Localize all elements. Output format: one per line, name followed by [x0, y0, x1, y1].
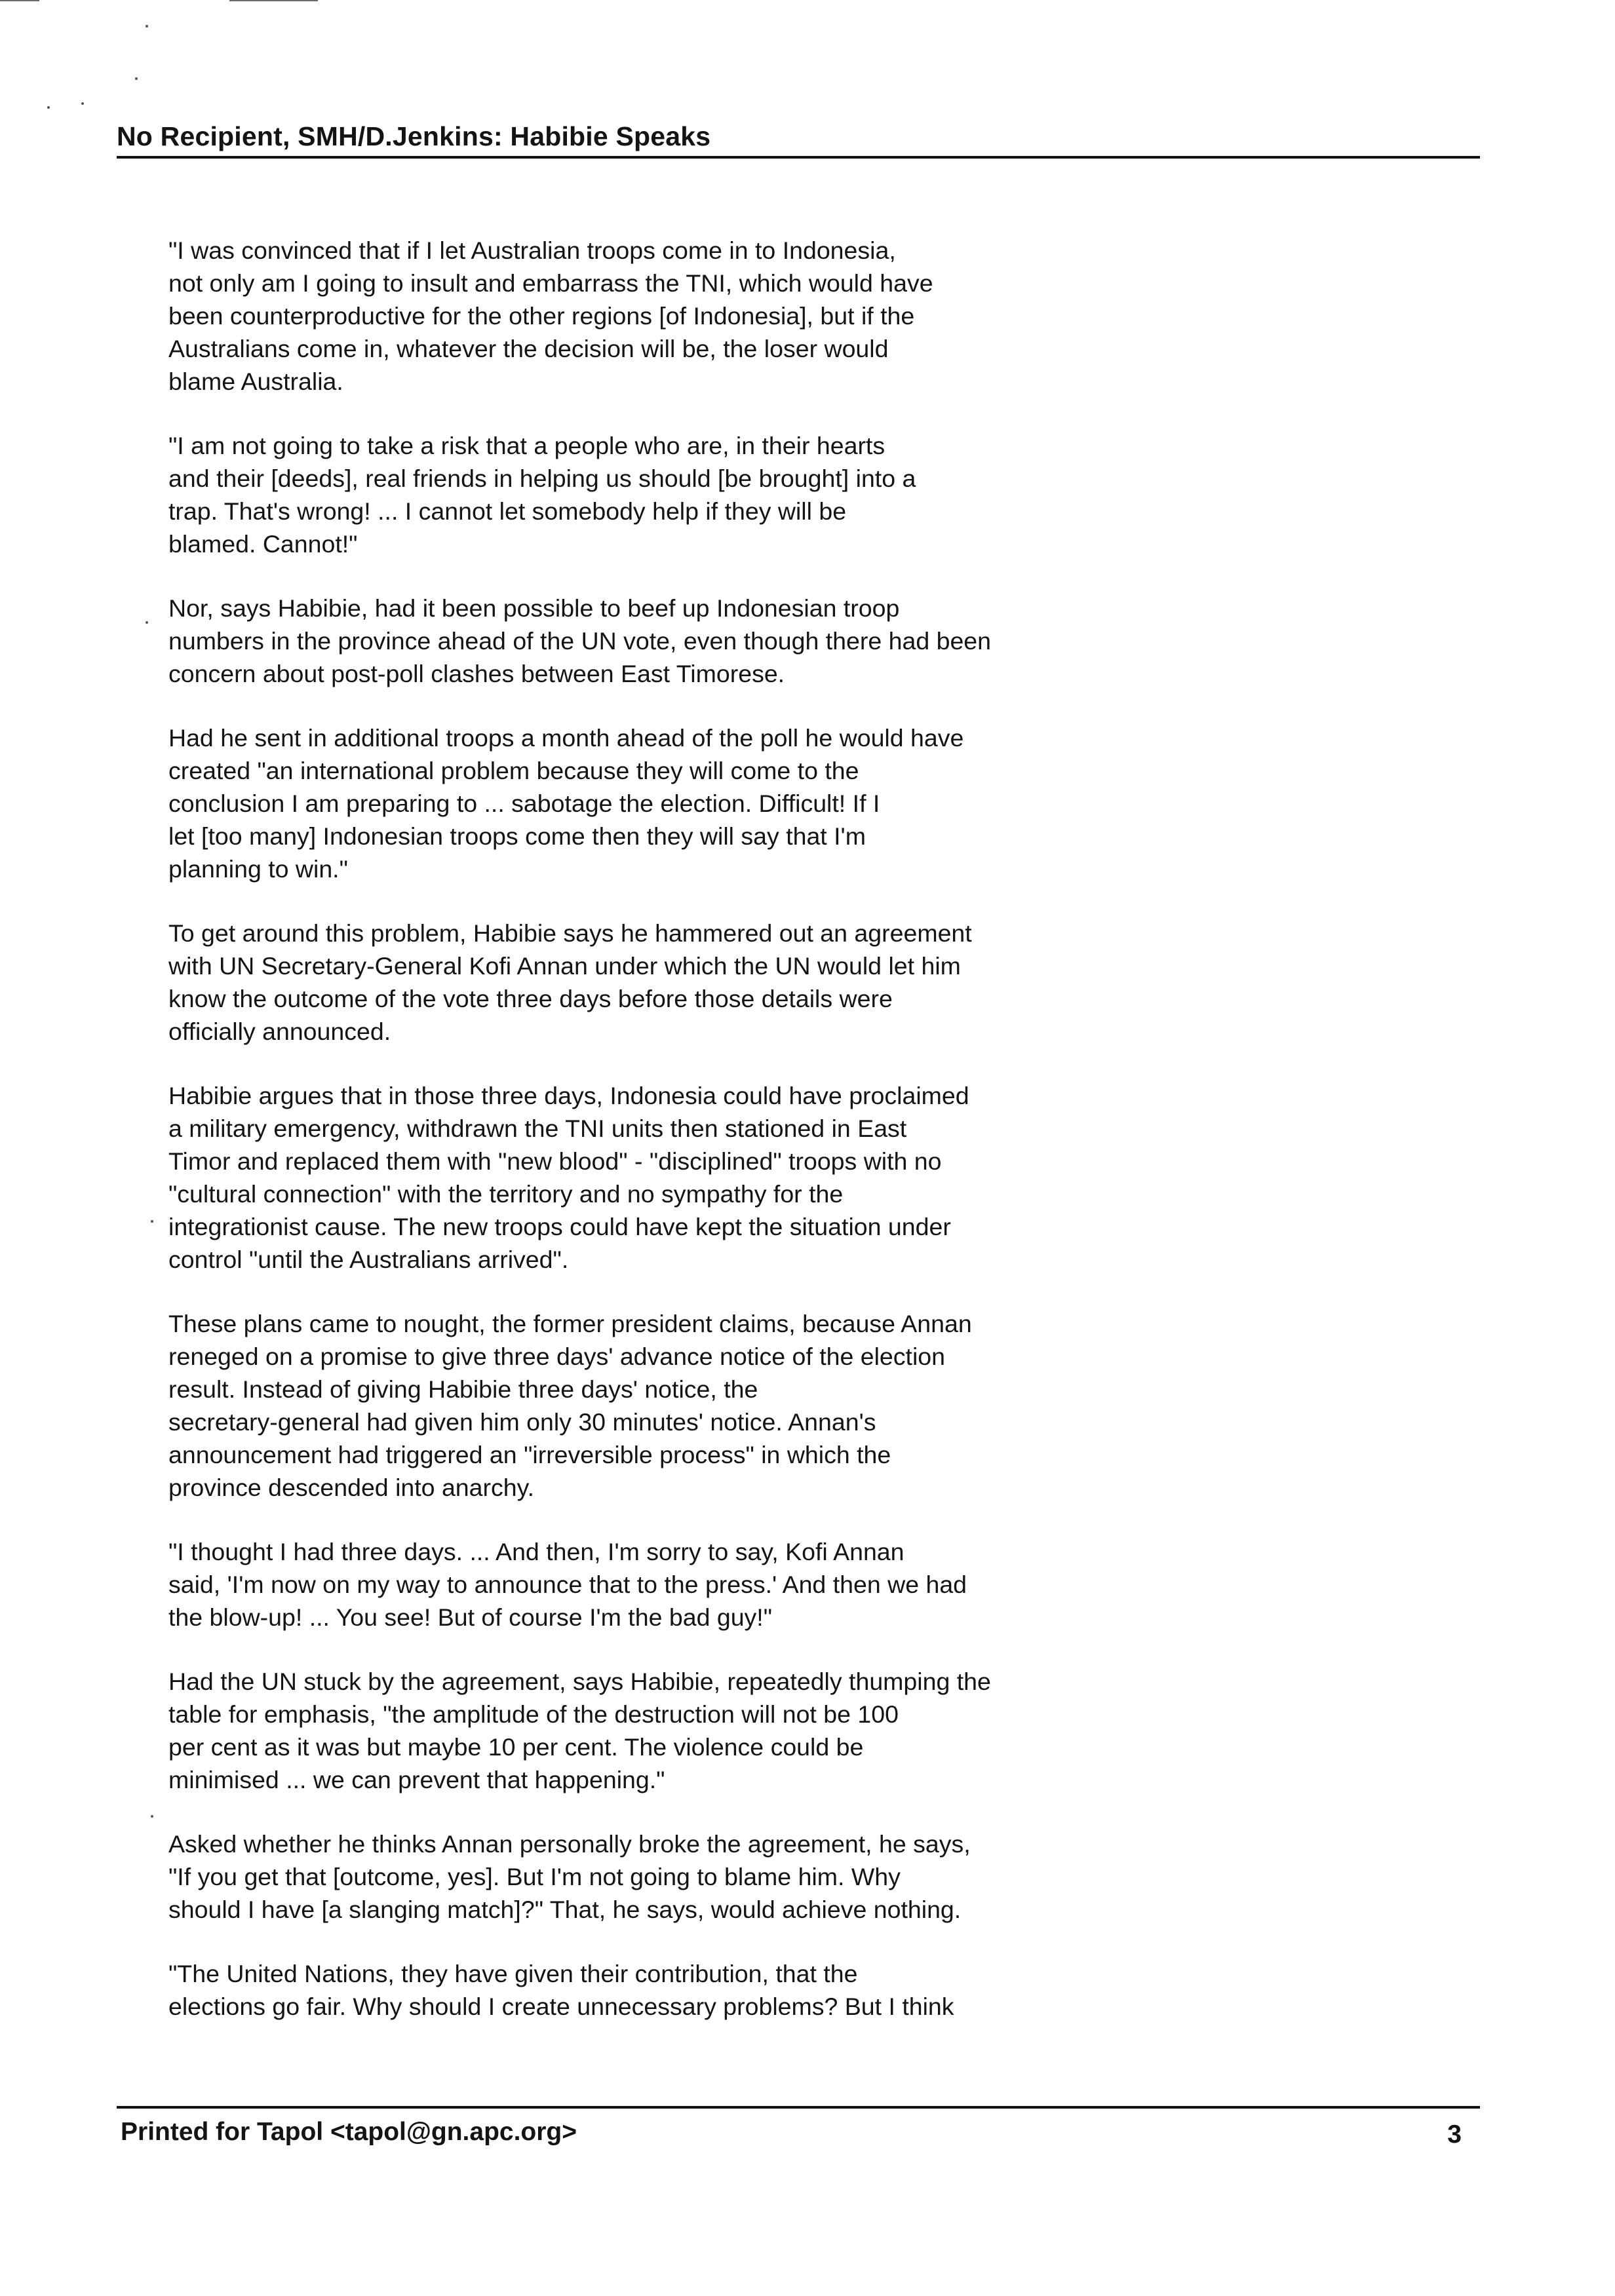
scan-artifact-speck [151, 1220, 153, 1223]
paragraph-line: the blow-up! ... You see! But of course I'm the bad guy!" [168, 1603, 773, 1631]
paragraph-line: numbers in the province ahead of the UN vote, even though there had been [168, 627, 992, 655]
printed-for-label: Printed for Tapol <tapol@gn.apc.org> [121, 2118, 577, 2146]
paragraph-line: a military emergency, withdrawn the TNI units then stationed in East [168, 1115, 907, 1142]
scan-artifact-speck [135, 77, 138, 80]
scan-artifact-speck [146, 621, 148, 624]
paragraph-line: blamed. Cannot!" [168, 530, 358, 558]
paragraph-line: blame Australia. [168, 368, 343, 395]
article-paragraph [168, 429, 1099, 560]
paragraph-line: These plans came to nought, the former president claims, because Annan [168, 1310, 972, 1337]
paragraph-line: Had he sent in additional troops a month ahead of the poll he would have [168, 724, 964, 752]
paragraph-line: control "until the Australians arrived". [168, 1246, 569, 1273]
paragraph-line: secretary-general had given him only 30 minutes' notice. Annan's [168, 1408, 876, 1436]
article-paragraph [168, 592, 1099, 690]
paragraph-line: minimised ... we can prevent that happening." [168, 1766, 665, 1793]
paragraph-line: result. Instead of giving Habibie three days' notice, the [168, 1375, 758, 1403]
article-paragraph [168, 1079, 1099, 1276]
paragraph-line: "cultural connection" with the territory and no sympathy for the [168, 1180, 844, 1208]
paragraph-line: To get around this problem, Habibie says he hammered out an agreement [168, 919, 972, 947]
scan-artifact-speck [151, 1815, 153, 1818]
article-paragraph [168, 1957, 1099, 2023]
paragraph-line: Had the UN stuck by the agreement, says Habibie, repeatedly thumping the [168, 1668, 991, 1695]
scan-artifact-speck [81, 102, 84, 105]
paragraph-line: with UN Secretary-General Kofi Annan under which the UN would let him [168, 952, 961, 980]
paragraph-line: and their [deeds], real friends in helping us should [be brought] into a [168, 465, 916, 492]
paragraph-line: Habibie argues that in those three days, Indonesia could have proclaimed [168, 1082, 969, 1109]
article-paragraph [168, 234, 1099, 398]
article-paragraph [168, 721, 1099, 885]
paragraph-line: "I was convinced that if I let Australian troops come in to Indonesia, [168, 237, 896, 264]
article-paragraph [168, 1307, 1099, 1504]
paragraph-line: created "an international problem because they will come to the [168, 757, 859, 784]
paragraph-line: announcement had triggered an "irreversible process" in which the [168, 1441, 891, 1468]
paragraph-line: concern about post-poll clashes between East Timorese. [168, 660, 785, 687]
paragraph-line: per cent as it was but maybe 10 per cent. The violence could be [168, 1733, 864, 1761]
page-footer [117, 2106, 1480, 2148]
paragraph-line: "I am not going to take a risk that a people who are, in their hearts [168, 432, 885, 459]
paragraph-line: Asked whether he thinks Annan personally broke the agreement, he says, [168, 1830, 971, 1858]
paragraph-line: Nor, says Habibie, had it been possible to beef up Indonesian troop [168, 594, 900, 622]
article-body [168, 234, 1099, 2054]
paragraph-line: Australians come in, whatever the decision will be, the loser would [168, 335, 889, 362]
paragraph-line: been counterproductive for the other regions [of Indonesia], but if the [168, 302, 915, 330]
scan-artifact-line [229, 0, 318, 1]
article-paragraph [168, 1665, 1099, 1796]
paragraph-line: reneged on a promise to give three days' advance notice of the election [168, 1343, 946, 1370]
page-title: No Recipient, SMH/D.Jenkins: Habibie Speaks [117, 121, 711, 151]
paragraph-line: planning to win." [168, 855, 348, 883]
paragraph-line: said, 'I'm now on my way to announce that to the press.' And then we had [168, 1571, 967, 1598]
paragraph-line: "I thought I had three days. ... And then, I'm sorry to say, Kofi Annan [168, 1538, 905, 1565]
paragraph-line: elections go fair. Why should I create unnecessary problems? But I think [168, 1993, 954, 2020]
page-header [117, 115, 1480, 159]
paragraph-line: conclusion I am preparing to ... sabotage the election. Difficult! If I [168, 790, 880, 817]
article-paragraph [168, 917, 1099, 1048]
paragraph-line: Timor and replaced them with "new blood" - "disciplined" troops with no [168, 1147, 942, 1175]
paragraph-line: integrationist cause. The new troops could have kept the situation under [168, 1213, 951, 1240]
scan-artifact-speck [146, 25, 148, 28]
paragraph-line: officially announced. [168, 1018, 391, 1045]
article-paragraph [168, 1827, 1099, 1926]
scan-artifact-line [0, 0, 39, 1]
paragraph-line: not only am I going to insult and embarrass the TNI, which would have [168, 269, 933, 297]
paragraph-line: table for emphasis, "the amplitude of the destruction will not be 100 [168, 1700, 899, 1728]
article-paragraph [168, 1535, 1099, 1634]
paragraph-line: "The United Nations, they have given their contribution, that the [168, 1960, 858, 1987]
scan-artifact-speck [47, 106, 50, 109]
paragraph-line: know the outcome of the vote three days before those details were [168, 985, 893, 1012]
paragraph-line: "If you get that [outcome, yes]. But I'm not going to blame him. Why [168, 1863, 901, 1890]
paragraph-line: should I have [a slanging match]?" That, he says, would achieve nothing. [168, 1896, 962, 1923]
paragraph-line: trap. That's wrong! ... I cannot let somebody help if they will be [168, 497, 847, 525]
paragraph-line: let [too many] Indonesian troops come then they will say that I'm [168, 822, 866, 850]
paragraph-line: province descended into anarchy. [168, 1474, 534, 1501]
page-number: 3 [1447, 2120, 1462, 2149]
